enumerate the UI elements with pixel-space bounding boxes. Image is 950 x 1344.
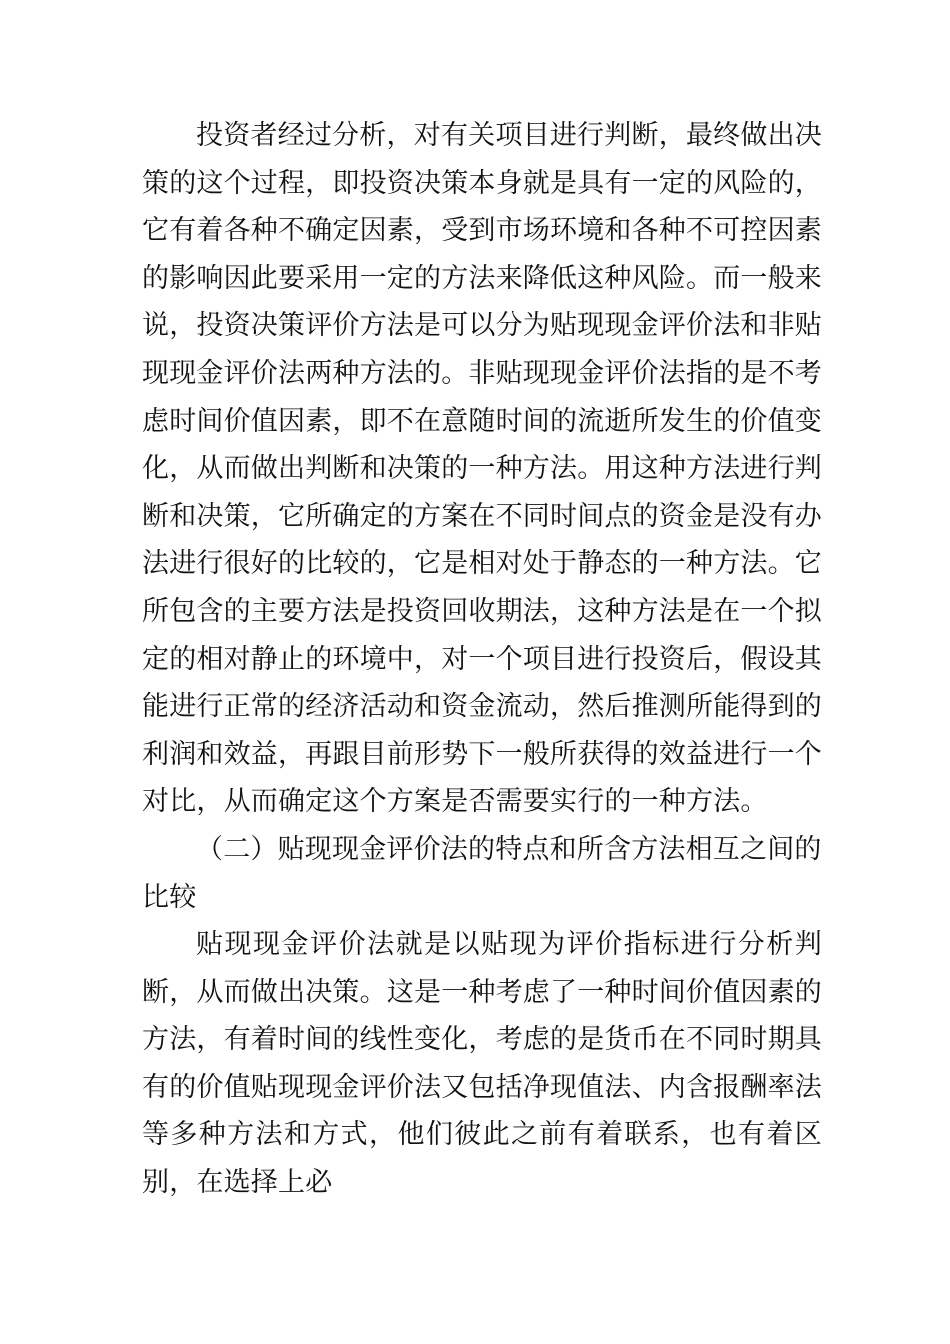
paragraph-investment-decision: 投资者经过分析，对有关项目进行判断，最终做出决策的这个过程，即投资决策本身就是具有一定的风险的，它有着各种不确定因素，受到市场环境和各种不可控因素的影响因此要采用一定的方法来降低这种风险。而一般来说，投资决策评价方法是可以分为贴现现金评价法和非贴现现金评价法两种方法的。非贴现现金评价法指的是不考虑时间价值因素，即不在意随时间的流逝所发生的价值变化，从而做出判断和决策的一种方法。用这种方法进行判断和决策，它所确定的方案在不同时间点的资金是没有办法进行很好的比较的，它是相对处于静态的一种方法。它所包含的主要方法是投资回收期法，这种方法是在一个拟定的相对静止的环境中，对一个项目进行投资后，假设其能进行正常的经济活动和资金流动，然后推测所能得到的利润和效益，再跟目前形势下一般所获得的效益进行一个对比，从而确定这个方案是否需要实行的一种方法。 [142,120,822,818]
document-body [142,112,822,1207]
paragraph-discounted-cash-method: 贴现现金评价法就是以贴现为评价指标进行分析判断，从而做出决策。这是一种考虑了一种时间价值因素的方法，有着时间的线性变化，考虑的是货币在不同时期具有的价值贴现现金评价法又包括净现值法、内含报酬率法等多种方法和方式，他们彼此之前有着联系，也有着区别，在选择上必 [142,929,822,1199]
section-heading-discounted-cash: （二）贴现现金评价法的特点和所含方法相互之间的比较 [142,833,822,913]
